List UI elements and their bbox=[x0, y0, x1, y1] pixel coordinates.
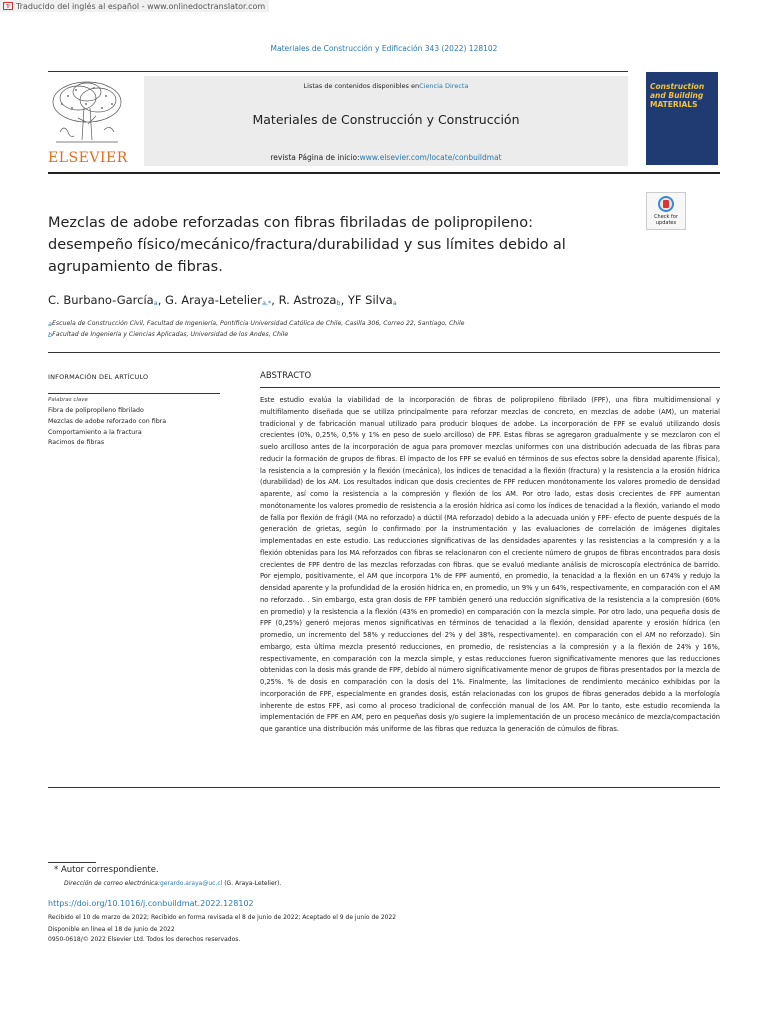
author-aff-mark[interactable]: a bbox=[153, 299, 158, 307]
cover-title bbox=[650, 82, 716, 109]
article-info-heading: INFORMACIÓN DEL ARTÍCULO bbox=[48, 373, 149, 381]
affiliation-text: Facultad de Ingeniería y Ciencias Aplicadas, Universidad de los Andes, Chile bbox=[52, 331, 289, 338]
online-date: Disponible en línea el 18 de junio de 2022 bbox=[48, 926, 175, 933]
abstract-end-divider bbox=[48, 787, 720, 788]
keyword-list bbox=[48, 406, 166, 449]
sciencedirect-link[interactable]: Ciencia Directa bbox=[419, 82, 469, 90]
keywords-label: Palabras clave bbox=[48, 397, 88, 403]
email-label: Dirección de correo electrónica: bbox=[64, 880, 160, 887]
author-separator: , bbox=[271, 293, 279, 307]
email-line bbox=[64, 880, 281, 887]
translator-text: Traducido del inglés al español - www.onlinedoctranslator.com bbox=[16, 1, 266, 11]
email-link[interactable]: gerardo.araya@uc.cl bbox=[159, 880, 223, 887]
journal-cover-image[interactable] bbox=[646, 72, 718, 165]
author-aff-mark[interactable]: a bbox=[392, 299, 397, 307]
translator-banner[interactable] bbox=[0, 0, 269, 12]
cover-line-2: and Building bbox=[650, 91, 704, 100]
journal-reference[interactable]: Materiales de Construcción y Edificación 343 (2022) 128102 bbox=[270, 44, 498, 53]
homepage-link[interactable]: www.elsevier.com/locate/conbuildmat bbox=[359, 153, 502, 162]
publisher-wordmark: ELSEVIER bbox=[48, 150, 128, 166]
author-name[interactable]: C. Burbano-García bbox=[48, 293, 154, 307]
author-separator: , bbox=[340, 293, 348, 307]
corresponding-author-note: * Autor correspondiente. bbox=[54, 865, 159, 875]
author-name[interactable]: G. Araya-Letelier bbox=[165, 293, 262, 307]
contents-prefix: Listas de contenidos disponibles en bbox=[303, 82, 420, 90]
received-dates: Recibido el 10 de marzo de 2022; Recibido en forma revisada el 8 de junio de 2022; Aceptado el 9 de junio de 2022 bbox=[48, 914, 397, 921]
homepage-line bbox=[144, 153, 628, 162]
affiliation-a bbox=[48, 320, 464, 328]
abstract-heading: ABSTRACTO bbox=[260, 371, 312, 381]
check-updates-label bbox=[647, 214, 685, 226]
abstract-text: Este estudio evalúa la viabilidad de la incorporación de fibras de polipropileno fibrilado (FPF), una fibra multidimensional y multifilamento diseñada que se utiliza principalmente para reforzar mezclas de concreto, en mezclas de adobe (AM), un material tradicional y de fabricación manual utilizado para producir bloques de adobe. La incorporación de FPF se evaluó utilizando dosis crecientes (0%, 0,25%, 0,5% y 1% en peso de suelo arcilloso) de FPF. Estas fibras se agregaron gradualmente y se mezclaron con el suelo arcilloso antes de la incorporación de agua para promover mezclas uniformes con una distribución adecuada de las fibras para reducir la formación de grupos de fibras. El impacto de los FPF se evaluó en términos de sus efectos sobre la densidad aparente (física), la resistencia a la compresión y la flexión (mecánica), los índices de tenacidad a la flexión (fractura) y la resistencia a la erosión hídrica (durabilidad) de los AM. Los resultados indican que dosis crecientes de FPF reducen monótonamente los valores promedio de densidad aparente, así como la resistencia a la compresión y flexión de los AM. Por otro lado, estas dosis crecientes de FPF aumentan monótonamente los valores promedio de resistencia a la erosión hídrica así como los índices de tenacidad a la flexión, variando el modo de falla por flexión de frágil (MA no reforzado) a dúctil (MA reforzado) debido a la adecuada unión y FPF- efecto de puente después de la generación de grietas, según lo confirmado por la instrumentación y las evaluaciones de correlación de imágenes digitales implementadas en este estudio. Las reducciones significativas de las densidades aparentes y las resistencias a la compresión y a la flexión obtenidas para los MA reforzados con fibras se relacionaron con el creciente número de grupos de fibras encontrados para dosis crecientes de FPF dentro de las mezclas reforzadas con fibras. que se evaluó mediante análisis de microscopía electrónica de barrido. Por ejemplo, positivamente, el AM que incorpora 1% de FPF aumentó, en promedio, la tenacidad a la flexión en un 674% y redujo la densidad aparente y la profundidad de la erosión hídrica en, en promedio, un 9% y un 64%, respectivamente, en comparación con el AM no reforzado. . Sin embargo, esta gran dosis de FPF también generó una reducción significativa de la resistencia a la compresión (60% en promedio) y la resistencia a la flexión (43% en promedio) en comparación con la mezcla simple. Por otro lado, una pequeña dosis de FPF (0,25%) generó mejoras menos significativas en términos de tenacidad a la flexión, densidad aparente y erosión hídrica (en promedio, un incremento del 58% y reducciones del 2% y del 38%, respectivamente). en comparación con el AM no reforzado). Sin embargo, esta última mezcla presentó reducciones, en promedio, de resistencias a la compresión y a la flexión de 24% y 16%, respectivamente, en comparación con la mezcla simple, y estas reducciones fueron significativamente menores que las reducciones obtenidas con la dosis más grande de FPF, debido al número significativamente menor de grupos de fibras presentados por la mezcla de 0,25%. % de dosis en comparación con la dosis del 1%. Finalmente, las limitaciones de rendimiento mecánico exhibidas por la incorporación de FPF, especialmente en grandes dosis, están relacionadas con los grupos de fibras generados debido a la morfología inherente de estos FPF, así como al proceso tradicional de confección manual de los AM. Por lo tanto, este estudio recomienda la implementación de FPF en AM, pero en pequeñas dosis y/o sugiere la implementación de un proceso mecánico de mezcla/compactación que garantice una distribución más uniforme de las fibras que reduzca la generación de cúmulos de fibras. bbox=[260, 396, 720, 733]
author-aff-mark[interactable]: b bbox=[336, 299, 341, 307]
affiliation-mark: a bbox=[48, 320, 52, 328]
cover-line-3: MATERIALS bbox=[650, 100, 698, 109]
footnote-divider bbox=[48, 862, 96, 863]
author-list bbox=[48, 293, 668, 307]
abstract-divider bbox=[260, 387, 720, 388]
doi-link[interactable]: https://doi.org/10.1016/j.conbuildmat.2022.128102 bbox=[48, 899, 254, 908]
check-for-updates-button[interactable] bbox=[646, 192, 686, 230]
contents-available-line bbox=[144, 82, 628, 90]
keyword-item: Fibra de polipropileno fibrilado bbox=[48, 407, 144, 414]
section-divider bbox=[48, 352, 720, 353]
affiliation-b bbox=[48, 331, 288, 339]
header-divider-top bbox=[48, 71, 628, 72]
author-separator: , bbox=[157, 293, 165, 307]
author-name[interactable]: YF Silva bbox=[347, 293, 393, 307]
affiliation-mark: b bbox=[48, 331, 53, 339]
author-name[interactable]: R. Astroza bbox=[278, 293, 337, 307]
author-aff-mark[interactable]: a,* bbox=[261, 299, 272, 307]
translate-icon: Tr bbox=[3, 2, 13, 10]
bookmark-icon bbox=[658, 196, 674, 212]
article-title: Mezclas de adobe reforzadas con fibras fibriladas de polipropileno: desempeño físico/mecánico/fractura/durabilidad y sus límites debido al agrupamiento de fibras. bbox=[48, 215, 566, 275]
article-info-divider bbox=[48, 393, 220, 394]
check-updates-line-2: updates bbox=[655, 220, 677, 226]
journal-title: Materiales de Construcción y Construcción bbox=[252, 112, 520, 127]
keyword-item: Racimos de fibras bbox=[48, 439, 105, 447]
affiliation-text: Escuela de Construcción Civil, Facultad de Ingeniería, Pontificia Universidad Católica de Chile, Casilla 306, Correo 22, Santiago, Chile bbox=[51, 320, 465, 327]
copyright-notice: 0950-0618/© 2022 Elsevier Ltd. Todos los derechos reservados. bbox=[48, 936, 241, 943]
check-updates-line-1: Check for bbox=[654, 214, 678, 220]
header-divider-bottom bbox=[48, 172, 720, 174]
keyword-item: Comportamiento a la fractura bbox=[48, 428, 142, 436]
cover-line-1: Construction bbox=[650, 82, 705, 91]
keyword-item: Mezclas de adobe reforzado con fibra bbox=[48, 417, 167, 425]
homepage-prefix: revista Página de inicio: bbox=[270, 153, 360, 162]
email-suffix: (G. Araya-Letelier). bbox=[222, 880, 282, 887]
